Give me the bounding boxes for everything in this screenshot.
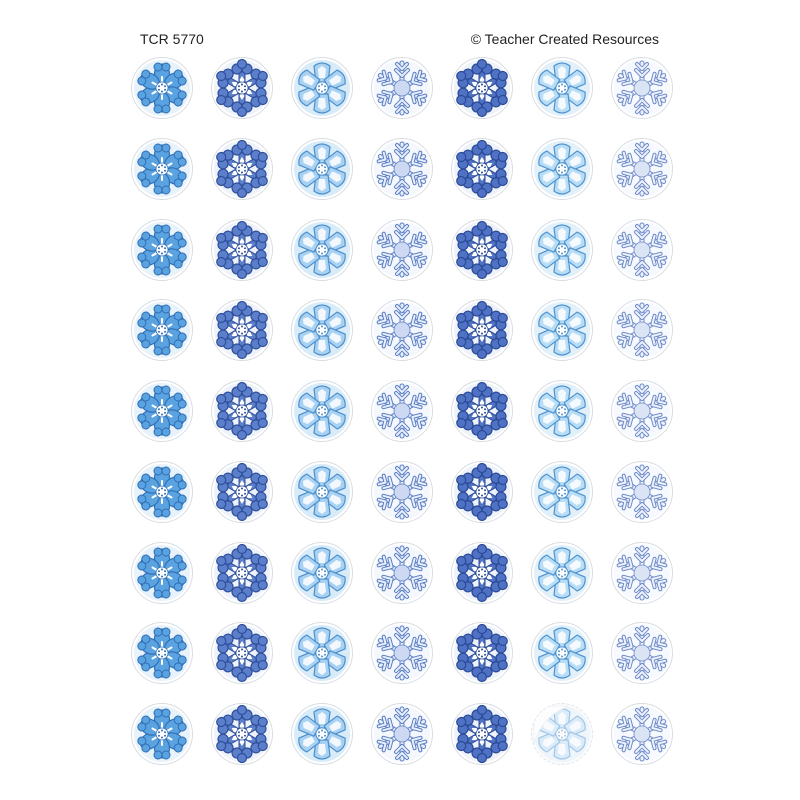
snowflake-icon: [372, 220, 432, 280]
snowflake-sticker: [131, 703, 193, 765]
snowflake-icon: [132, 623, 192, 683]
snowflake-icon: [212, 623, 272, 683]
snowflake-icon: [292, 300, 352, 360]
snowflake-sticker: [131, 57, 193, 119]
snowflake-sticker: [211, 299, 273, 361]
snowflake-sticker: [131, 622, 193, 684]
snowflake-icon: [612, 58, 672, 118]
snowflake-sticker: [531, 57, 593, 119]
snowflake-icon: [612, 704, 672, 764]
snowflake-sticker: [211, 380, 273, 442]
snowflake-icon: [452, 220, 512, 280]
publisher-credit: © Teacher Created Resources: [470, 31, 659, 47]
snowflake-icon: [212, 58, 272, 118]
snowflake-icon: [212, 462, 272, 522]
snowflake-sticker: [131, 542, 193, 604]
snowflake-sticker: [611, 380, 673, 442]
snowflake-sticker: [291, 57, 353, 119]
snowflake-icon: [212, 300, 272, 360]
snowflake-sticker: [611, 219, 673, 281]
snowflake-sticker: [531, 219, 593, 281]
snowflake-icon: [612, 543, 672, 603]
snowflake-icon: [292, 381, 352, 441]
snowflake-sticker: [451, 299, 513, 361]
snowflake-icon: [532, 300, 592, 360]
snowflake-sticker: [611, 622, 673, 684]
snowflake-icon: [372, 381, 432, 441]
snowflake-sticker: [371, 219, 433, 281]
snowflake-sticker: [291, 461, 353, 523]
snowflake-icon: [132, 139, 192, 199]
snowflake-icon: [532, 220, 592, 280]
snowflake-sticker: [531, 542, 593, 604]
snowflake-sticker: [291, 542, 353, 604]
snowflake-sticker: [211, 138, 273, 200]
snowflake-icon: [532, 58, 592, 118]
snowflake-sticker: [451, 622, 513, 684]
snowflake-sticker: [531, 461, 593, 523]
snowflake-sticker: [371, 622, 433, 684]
snowflake-icon: [212, 381, 272, 441]
snowflake-sticker: [611, 57, 673, 119]
snowflake-sticker: [291, 703, 353, 765]
snowflake-sticker: [371, 542, 433, 604]
snowflake-sticker: [211, 461, 273, 523]
snowflake-sticker: [611, 542, 673, 604]
snowflake-sticker: [451, 703, 513, 765]
snowflake-sticker: [611, 703, 673, 765]
snowflake-icon: [292, 543, 352, 603]
snowflake-sticker: [291, 380, 353, 442]
snowflake-icon: [212, 543, 272, 603]
snowflake-icon: [612, 462, 672, 522]
snowflake-icon: [532, 543, 592, 603]
snowflake-icon: [452, 543, 512, 603]
snowflake-sticker: [291, 219, 353, 281]
snowflake-sticker: [291, 622, 353, 684]
snowflake-icon: [292, 58, 352, 118]
snowflake-icon: [372, 300, 432, 360]
snowflake-icon: [132, 462, 192, 522]
snowflake-icon: [612, 220, 672, 280]
snowflake-icon: [372, 543, 432, 603]
snowflake-icon: [132, 381, 192, 441]
snowflake-sticker: [371, 461, 433, 523]
snowflake-icon: [532, 704, 592, 764]
snowflake-icon: [452, 300, 512, 360]
snowflake-icon: [292, 220, 352, 280]
snowflake-sticker: [291, 299, 353, 361]
snowflake-icon: [612, 139, 672, 199]
snowflake-sticker: [531, 622, 593, 684]
snowflake-sticker: [211, 542, 273, 604]
snowflake-icon: [532, 381, 592, 441]
snowflake-sticker: [451, 461, 513, 523]
snowflake-sticker: [371, 138, 433, 200]
snowflake-icon: [132, 543, 192, 603]
snowflake-icon: [132, 704, 192, 764]
snowflake-icon: [212, 139, 272, 199]
snowflake-sticker: [211, 622, 273, 684]
snowflake-sticker: [291, 138, 353, 200]
snowflake-sticker: [131, 299, 193, 361]
snowflake-icon: [132, 58, 192, 118]
snowflake-sticker: [371, 380, 433, 442]
snowflake-icon: [452, 58, 512, 118]
snowflake-icon: [132, 300, 192, 360]
snowflake-icon: [612, 300, 672, 360]
snowflake-sticker: [451, 138, 513, 200]
snowflake-icon: [452, 462, 512, 522]
snowflake-sticker: [451, 57, 513, 119]
snowflake-sticker: [371, 57, 433, 119]
snowflake-icon: [292, 139, 352, 199]
snowflake-icon: [532, 462, 592, 522]
snowflake-sticker: [211, 57, 273, 119]
snowflake-sticker: [371, 703, 433, 765]
snowflake-sticker: [131, 380, 193, 442]
snowflake-icon: [612, 381, 672, 441]
snowflake-icon: [532, 623, 592, 683]
snowflake-icon: [372, 704, 432, 764]
snowflake-icon: [372, 58, 432, 118]
snowflake-icon: [452, 139, 512, 199]
snowflake-icon: [452, 704, 512, 764]
snowflake-icon: [372, 623, 432, 683]
snowflake-sticker: [371, 299, 433, 361]
snowflake-sticker: [131, 138, 193, 200]
snowflake-sticker: [451, 542, 513, 604]
snowflake-sticker: [131, 219, 193, 281]
snowflake-icon: [372, 139, 432, 199]
snowflake-sticker: [611, 138, 673, 200]
snowflake-icon: [452, 381, 512, 441]
snowflake-icon: [612, 623, 672, 683]
snowflake-icon: [532, 139, 592, 199]
snowflake-icon: [292, 462, 352, 522]
snowflake-icon: [372, 462, 432, 522]
snowflake-icon: [132, 220, 192, 280]
snowflake-icon: [212, 220, 272, 280]
snowflake-sticker: [531, 380, 593, 442]
snowflake-sticker: [611, 299, 673, 361]
snowflake-icon: [292, 623, 352, 683]
snowflake-sticker: [211, 703, 273, 765]
snowflake-icon: [292, 704, 352, 764]
snowflake-sticker: [211, 219, 273, 281]
snowflake-sticker: [531, 299, 593, 361]
snowflake-sticker: [531, 703, 593, 765]
snowflake-icon: [452, 623, 512, 683]
snowflake-sticker: [131, 461, 193, 523]
snowflake-icon: [212, 704, 272, 764]
snowflake-sticker: [531, 138, 593, 200]
product-code: TCR 5770: [140, 31, 204, 47]
snowflake-sticker: [451, 380, 513, 442]
snowflake-sticker: [611, 461, 673, 523]
snowflake-sticker: [451, 219, 513, 281]
